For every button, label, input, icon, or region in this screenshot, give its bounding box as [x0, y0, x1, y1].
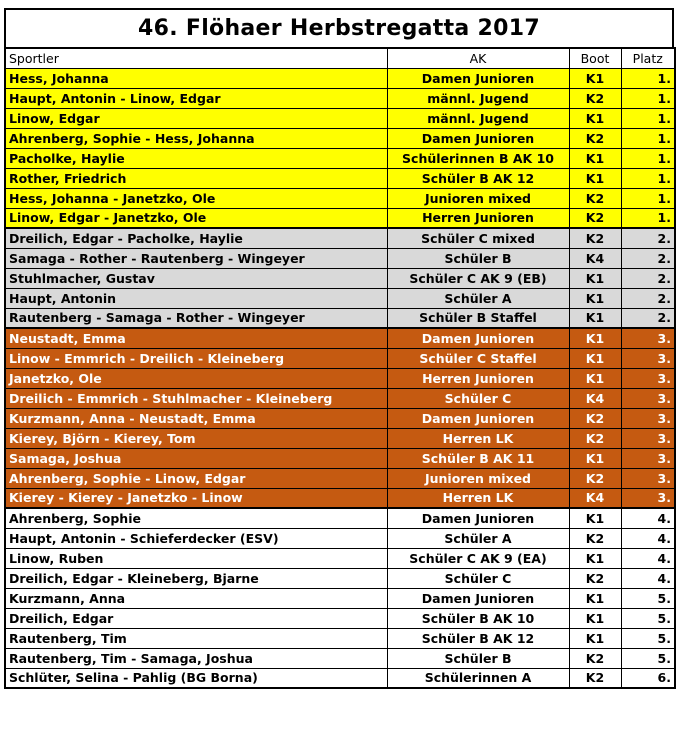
cell-boot: K4 — [569, 388, 621, 408]
cell-boot: K1 — [569, 348, 621, 368]
table-row — [5, 328, 675, 348]
table-row — [5, 188, 675, 208]
table-row — [5, 428, 675, 448]
cell-sportler: Linow - Emmrich - Dreilich - Kleineberg — [5, 348, 387, 368]
cell-boot: K1 — [569, 268, 621, 288]
table-row — [5, 448, 675, 468]
cell-boot: K2 — [569, 528, 621, 548]
table-row — [5, 588, 675, 608]
cell-platz: 4. — [621, 508, 675, 528]
cell-platz: 3. — [621, 488, 675, 508]
table-row — [5, 508, 675, 528]
cell-sportler: Haupt, Antonin - Schieferdecker (ESV) — [5, 528, 387, 548]
cell-platz: 3. — [621, 348, 675, 368]
cell-sportler: Kierey - Kierey - Janetzko - Linow — [5, 488, 387, 508]
table-row — [5, 468, 675, 488]
cell-boot: K1 — [569, 448, 621, 468]
header-row — [5, 48, 675, 68]
table-row — [5, 148, 675, 168]
cell-sportler: Schlüter, Selina - Pahlig (BG Borna) — [5, 668, 387, 688]
cell-platz: 1. — [621, 208, 675, 228]
cell-ak: Schüler B AK 11 — [387, 448, 569, 468]
cell-platz: 3. — [621, 368, 675, 388]
column-header-ak: AK — [387, 48, 569, 68]
cell-boot: K4 — [569, 488, 621, 508]
cell-sportler: Ahrenberg, Sophie — [5, 508, 387, 528]
cell-sportler: Samaga - Rother - Rautenberg - Wingeyer — [5, 248, 387, 268]
cell-boot: K2 — [569, 468, 621, 488]
cell-boot: K1 — [569, 588, 621, 608]
table-row — [5, 268, 675, 288]
cell-ak: Junioren mixed — [387, 188, 569, 208]
results-sheet — [4, 8, 674, 689]
cell-boot: K1 — [569, 108, 621, 128]
table-row — [5, 248, 675, 268]
table-row — [5, 668, 675, 688]
cell-sportler: Samaga, Joshua — [5, 448, 387, 468]
column-header-boot: Boot — [569, 48, 621, 68]
table-row — [5, 68, 675, 88]
cell-ak: Schüler B AK 10 — [387, 608, 569, 628]
table-row — [5, 368, 675, 388]
cell-boot: K2 — [569, 408, 621, 428]
cell-sportler: Rautenberg - Samaga - Rother - Wingeyer — [5, 308, 387, 328]
column-header-sportler: Sportler — [5, 48, 387, 68]
cell-platz: 1. — [621, 128, 675, 148]
cell-sportler: Linow, Edgar - Janetzko, Ole — [5, 208, 387, 228]
table-row — [5, 128, 675, 148]
cell-boot: K1 — [569, 148, 621, 168]
cell-boot: K1 — [569, 608, 621, 628]
cell-platz: 5. — [621, 648, 675, 668]
cell-platz: 1. — [621, 68, 675, 88]
cell-sportler: Rautenberg, Tim - Samaga, Joshua — [5, 648, 387, 668]
cell-ak: männl. Jugend — [387, 108, 569, 128]
cell-platz: 1. — [621, 148, 675, 168]
cell-sportler: Hess, Johanna - Janetzko, Ole — [5, 188, 387, 208]
cell-ak: Damen Junioren — [387, 328, 569, 348]
cell-platz: 3. — [621, 448, 675, 468]
cell-sportler: Neustadt, Emma — [5, 328, 387, 348]
cell-boot: K1 — [569, 68, 621, 88]
cell-boot: K2 — [569, 188, 621, 208]
cell-platz: 5. — [621, 608, 675, 628]
table-row — [5, 208, 675, 228]
cell-ak: Herren Junioren — [387, 368, 569, 388]
cell-ak: Damen Junioren — [387, 128, 569, 148]
cell-boot: K1 — [569, 548, 621, 568]
cell-sportler: Kurzmann, Anna - Neustadt, Emma — [5, 408, 387, 428]
cell-platz: 3. — [621, 428, 675, 448]
cell-boot: K4 — [569, 248, 621, 268]
cell-ak: Damen Junioren — [387, 508, 569, 528]
cell-boot: K2 — [569, 668, 621, 688]
cell-sportler: Dreilich, Edgar — [5, 608, 387, 628]
table-row — [5, 168, 675, 188]
cell-ak: Schüler C AK 9 (EB) — [387, 268, 569, 288]
cell-ak: Damen Junioren — [387, 588, 569, 608]
cell-sportler: Dreilich, Edgar - Kleineberg, Bjarne — [5, 568, 387, 588]
cell-boot: K2 — [569, 228, 621, 248]
table-row — [5, 488, 675, 508]
cell-boot: K1 — [569, 288, 621, 308]
cell-platz: 3. — [621, 468, 675, 488]
cell-platz: 4. — [621, 528, 675, 548]
cell-ak: Schüler C AK 9 (EA) — [387, 548, 569, 568]
cell-boot: K2 — [569, 428, 621, 448]
cell-ak: Schüler B — [387, 648, 569, 668]
table-row — [5, 628, 675, 648]
cell-sportler: Linow, Edgar — [5, 108, 387, 128]
cell-ak: Schüler A — [387, 528, 569, 548]
table-row — [5, 348, 675, 368]
cell-sportler: Dreilich - Emmrich - Stuhlmacher - Kleineberg — [5, 388, 387, 408]
cell-boot: K1 — [569, 368, 621, 388]
cell-sportler: Janetzko, Ole — [5, 368, 387, 388]
cell-sportler: Haupt, Antonin - Linow, Edgar — [5, 88, 387, 108]
cell-boot: K1 — [569, 308, 621, 328]
cell-sportler: Rother, Friedrich — [5, 168, 387, 188]
cell-platz: 2. — [621, 228, 675, 248]
cell-ak: Junioren mixed — [387, 468, 569, 488]
table-row — [5, 88, 675, 108]
cell-sportler: Stuhlmacher, Gustav — [5, 268, 387, 288]
cell-boot: K2 — [569, 568, 621, 588]
cell-boot: K1 — [569, 168, 621, 188]
cell-platz: 4. — [621, 548, 675, 568]
cell-platz: 5. — [621, 588, 675, 608]
cell-boot: K2 — [569, 208, 621, 228]
cell-ak: Schüler B AK 12 — [387, 628, 569, 648]
table-row — [5, 648, 675, 668]
table-row — [5, 408, 675, 428]
cell-sportler: Hess, Johanna — [5, 68, 387, 88]
cell-sportler: Ahrenberg, Sophie - Linow, Edgar — [5, 468, 387, 488]
table-row — [5, 308, 675, 328]
cell-platz: 6. — [621, 668, 675, 688]
cell-ak: Schülerinnen B AK 10 — [387, 148, 569, 168]
cell-platz: 3. — [621, 328, 675, 348]
cell-sportler: Ahrenberg, Sophie - Hess, Johanna — [5, 128, 387, 148]
cell-platz: 3. — [621, 408, 675, 428]
cell-sportler: Pacholke, Haylie — [5, 148, 387, 168]
cell-platz: 1. — [621, 88, 675, 108]
cell-platz: 1. — [621, 108, 675, 128]
cell-platz: 1. — [621, 188, 675, 208]
cell-ak: Schüler C mixed — [387, 228, 569, 248]
cell-ak: Schüler C — [387, 568, 569, 588]
table-row — [5, 388, 675, 408]
cell-platz: 1. — [621, 168, 675, 188]
cell-platz: 2. — [621, 268, 675, 288]
table-row — [5, 288, 675, 308]
cell-ak: Herren LK — [387, 428, 569, 448]
cell-platz: 2. — [621, 308, 675, 328]
cell-ak: Damen Junioren — [387, 408, 569, 428]
table-row — [5, 608, 675, 628]
cell-sportler: Dreilich, Edgar - Pacholke, Haylie — [5, 228, 387, 248]
cell-platz: 2. — [621, 248, 675, 268]
cell-ak: Schüler C Staffel — [387, 348, 569, 368]
cell-ak: Damen Junioren — [387, 68, 569, 88]
table-row — [5, 108, 675, 128]
table-row — [5, 228, 675, 248]
cell-ak: männl. Jugend — [387, 88, 569, 108]
results-table — [4, 47, 676, 689]
cell-ak: Schülerinnen A — [387, 668, 569, 688]
cell-boot: K1 — [569, 508, 621, 528]
cell-sportler: Haupt, Antonin — [5, 288, 387, 308]
cell-sportler: Linow, Ruben — [5, 548, 387, 568]
cell-boot: K1 — [569, 328, 621, 348]
cell-ak: Herren Junioren — [387, 208, 569, 228]
cell-ak: Herren LK — [387, 488, 569, 508]
cell-boot: K2 — [569, 88, 621, 108]
column-header-platz: Platz — [621, 48, 675, 68]
cell-ak: Schüler A — [387, 288, 569, 308]
cell-ak: Schüler B Staffel — [387, 308, 569, 328]
cell-sportler: Rautenberg, Tim — [5, 628, 387, 648]
table-row — [5, 568, 675, 588]
cell-platz: 3. — [621, 388, 675, 408]
cell-boot: K2 — [569, 128, 621, 148]
cell-boot: K2 — [569, 648, 621, 668]
cell-ak: Schüler C — [387, 388, 569, 408]
cell-platz: 2. — [621, 288, 675, 308]
cell-boot: K1 — [569, 628, 621, 648]
cell-sportler: Kierey, Björn - Kierey, Tom — [5, 428, 387, 448]
cell-platz: 5. — [621, 628, 675, 648]
cell-ak: Schüler B AK 12 — [387, 168, 569, 188]
table-row — [5, 528, 675, 548]
cell-sportler: Kurzmann, Anna — [5, 588, 387, 608]
table-row — [5, 548, 675, 568]
page-title: 46. Flöhaer Herbstregatta 2017 — [4, 8, 674, 47]
cell-platz: 4. — [621, 568, 675, 588]
cell-ak: Schüler B — [387, 248, 569, 268]
